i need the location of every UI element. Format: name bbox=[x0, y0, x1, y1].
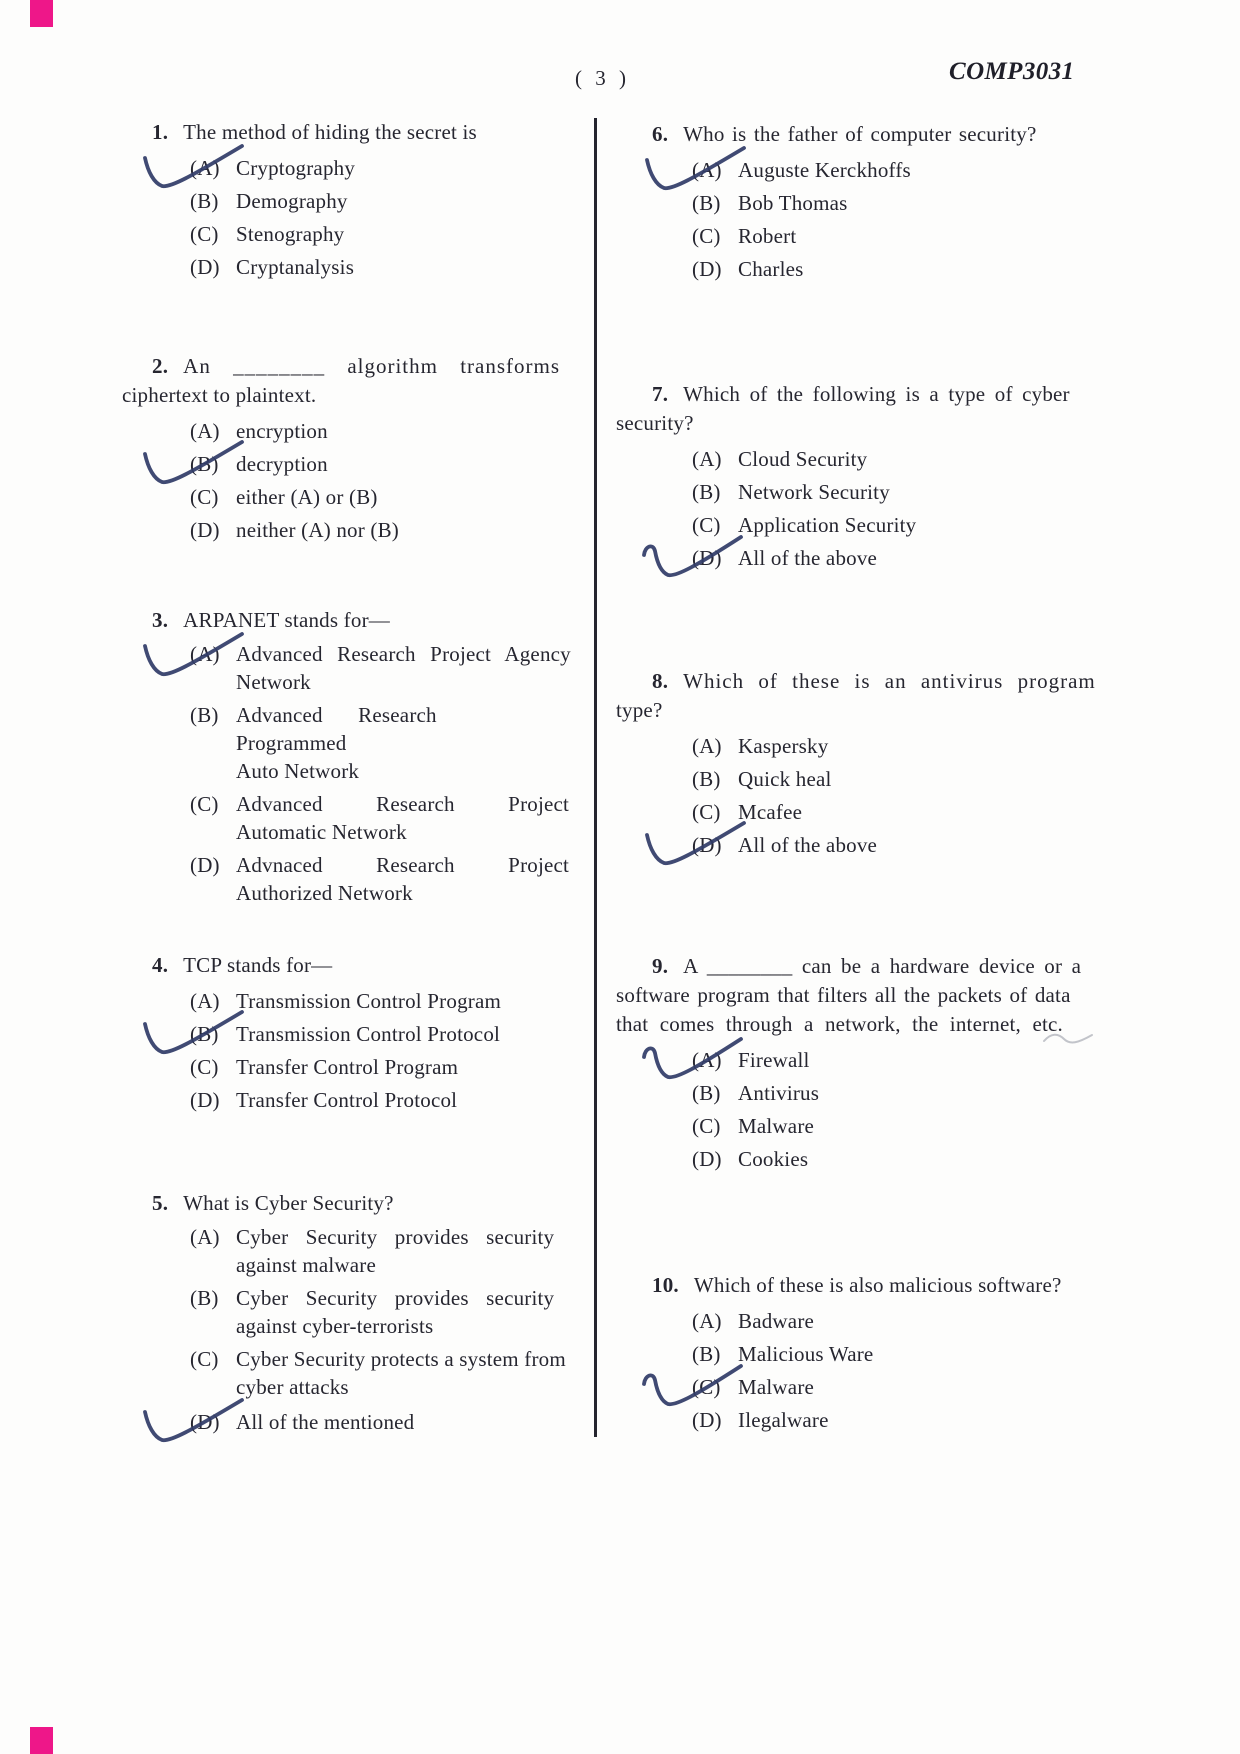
option-row bbox=[616, 542, 1118, 575]
question-stem bbox=[616, 1271, 1118, 1300]
option-letter: (A) bbox=[692, 158, 722, 182]
option-letter: (C) bbox=[190, 485, 219, 509]
option-letter: (C) bbox=[190, 1055, 219, 1079]
option-text: either (A) or (B) bbox=[236, 485, 378, 509]
page-number-label: ( 3 ) bbox=[575, 66, 630, 90]
option-letter: (B) bbox=[692, 767, 721, 791]
option-row bbox=[616, 829, 1118, 862]
question-stem bbox=[122, 352, 574, 410]
question-number: 2. bbox=[152, 354, 169, 378]
question-block-8 bbox=[616, 667, 1118, 862]
option-letter: (C) bbox=[692, 1375, 721, 1399]
question-stem-line: ARPANET stands for— bbox=[183, 608, 390, 632]
question-stem bbox=[616, 667, 1118, 725]
option-text: decryption bbox=[236, 452, 328, 476]
option-text: Charles bbox=[738, 257, 804, 281]
option-letter: (A) bbox=[692, 447, 722, 471]
question-stem bbox=[122, 118, 574, 147]
option-row bbox=[122, 251, 574, 284]
question-stem-line: TCP stands for— bbox=[183, 953, 333, 977]
pen-squiggle-mark bbox=[1042, 1030, 1094, 1046]
question-stem bbox=[616, 380, 1118, 438]
option-row bbox=[122, 701, 574, 785]
option-letter: (B) bbox=[692, 191, 721, 215]
option-text: Cyber Security provides security bbox=[236, 1225, 555, 1249]
question-stem-line: What is Cyber Security? bbox=[183, 1191, 394, 1215]
option-text: Cyber Security protects a system from bbox=[236, 1347, 566, 1371]
option-letter: (D) bbox=[190, 518, 220, 542]
scan-artifact-bottom bbox=[30, 1727, 53, 1754]
option-row bbox=[122, 1051, 574, 1084]
option-text: Advanced Research Project Agency bbox=[236, 642, 571, 666]
option-letter: (D) bbox=[692, 833, 722, 857]
option-row bbox=[122, 448, 574, 481]
option-text: All of the above bbox=[738, 833, 878, 857]
option-row bbox=[122, 152, 574, 185]
option-row bbox=[122, 851, 574, 907]
option-row bbox=[122, 481, 574, 514]
question-block-5 bbox=[122, 1189, 574, 1439]
option-text: against malware bbox=[236, 1253, 377, 1277]
option-text: Cyber Security provides security bbox=[236, 1286, 555, 1310]
option-text: Quick heal bbox=[738, 767, 832, 791]
question-stem bbox=[122, 951, 574, 980]
question-block-3 bbox=[122, 606, 574, 912]
option-text: Advanced Research Project bbox=[236, 792, 570, 816]
option-letter: (A) bbox=[190, 156, 220, 180]
option-letter: (A) bbox=[190, 642, 220, 666]
option-text: Kaspersky bbox=[738, 734, 829, 758]
option-text: Cloud Security bbox=[738, 447, 868, 471]
option-letter: (D) bbox=[692, 546, 722, 570]
option-row bbox=[616, 1404, 1118, 1437]
option-text: Demography bbox=[236, 189, 348, 213]
option-letter: (D) bbox=[692, 257, 722, 281]
question-stem bbox=[616, 952, 1118, 1039]
question-block-10 bbox=[616, 1271, 1118, 1437]
option-row bbox=[122, 185, 574, 218]
option-text: Mcafee bbox=[738, 800, 803, 824]
option-letter: (C) bbox=[190, 222, 219, 246]
option-row bbox=[122, 640, 574, 696]
option-row bbox=[122, 415, 574, 448]
option-row bbox=[122, 1406, 574, 1439]
option-row bbox=[616, 1077, 1118, 1110]
question-stem-line: A ________ can be a hardware device or a bbox=[683, 954, 1082, 978]
option-row bbox=[616, 253, 1118, 286]
question-block-2 bbox=[122, 352, 574, 547]
option-row bbox=[122, 1345, 574, 1401]
question-stem-line: Who is the father of computer security? bbox=[683, 122, 1037, 146]
option-text: Transfer Control Program bbox=[236, 1055, 459, 1079]
question-stem-line: ciphertext to plaintext. bbox=[122, 383, 317, 407]
option-letter: (A) bbox=[692, 1048, 722, 1072]
question-stem-line: software program that filters all the packets of data bbox=[616, 983, 1071, 1007]
question-stem-line: An ________ algorithm transforms bbox=[183, 354, 561, 378]
question-number: 7. bbox=[652, 382, 669, 406]
option-text: Authorized Network bbox=[236, 881, 413, 905]
option-letter: (C) bbox=[692, 800, 721, 824]
option-row bbox=[616, 730, 1118, 763]
option-row bbox=[616, 220, 1118, 253]
option-text: Transmission Control Program bbox=[236, 989, 502, 1013]
option-letter: (B) bbox=[190, 452, 219, 476]
question-block-7 bbox=[616, 380, 1118, 575]
question-stem bbox=[122, 1189, 574, 1218]
option-text: Auguste Kerckhoffs bbox=[738, 158, 911, 182]
option-text: Auto Network bbox=[236, 759, 360, 783]
option-letter: (A) bbox=[190, 1225, 220, 1249]
option-text: Stenography bbox=[236, 222, 345, 246]
option-text: Advnaced Research Project bbox=[236, 853, 570, 877]
option-text: Robert bbox=[738, 224, 797, 248]
option-row bbox=[616, 509, 1118, 542]
option-letter: (B) bbox=[692, 1342, 721, 1366]
option-row bbox=[616, 1143, 1118, 1176]
option-row bbox=[616, 1305, 1118, 1338]
question-stem-line: type? bbox=[616, 698, 663, 722]
option-row bbox=[122, 1223, 574, 1279]
option-text: Application Security bbox=[738, 513, 917, 537]
option-row bbox=[616, 476, 1118, 509]
option-text: Malware bbox=[738, 1375, 815, 1399]
option-letter: (B) bbox=[692, 480, 721, 504]
option-letter: (D) bbox=[190, 1088, 220, 1112]
question-block-6 bbox=[616, 120, 1118, 286]
option-letter: (A) bbox=[692, 1309, 722, 1333]
option-letter: (C) bbox=[190, 1347, 219, 1371]
question-number: 6. bbox=[652, 122, 669, 146]
option-letter: (D) bbox=[190, 853, 220, 877]
question-number: 5. bbox=[152, 1191, 169, 1215]
option-text: Malware bbox=[738, 1114, 815, 1138]
question-number: 4. bbox=[152, 953, 169, 977]
option-text: neither (A) nor (B) bbox=[236, 518, 399, 542]
option-text: Cryptanalysis bbox=[236, 255, 355, 279]
option-text: Ilegalware bbox=[738, 1408, 829, 1432]
option-row bbox=[122, 1018, 574, 1051]
option-row bbox=[616, 1044, 1118, 1077]
option-letter: (D) bbox=[692, 1147, 722, 1171]
option-row bbox=[616, 443, 1118, 476]
option-letter: (B) bbox=[190, 189, 219, 213]
option-letter: (C) bbox=[190, 792, 219, 816]
option-text: Antivirus bbox=[738, 1081, 820, 1105]
scan-artifact-top bbox=[30, 0, 53, 27]
question-stem-line: Which of the following is a type of cyber bbox=[683, 382, 1070, 406]
question-stem bbox=[122, 606, 574, 635]
question-number: 1. bbox=[152, 120, 169, 144]
option-text: against cyber-terrorists bbox=[236, 1314, 434, 1338]
option-row bbox=[122, 218, 574, 251]
option-text: Bob Thomas bbox=[738, 191, 848, 215]
option-letter: (A) bbox=[190, 989, 220, 1013]
option-letter: (A) bbox=[692, 734, 722, 758]
option-row bbox=[616, 796, 1118, 829]
option-row bbox=[122, 1084, 574, 1117]
option-row bbox=[616, 187, 1118, 220]
question-stem bbox=[616, 120, 1118, 149]
question-stem-line: The method of hiding the secret is bbox=[183, 120, 477, 144]
option-text: Malicious Ware bbox=[738, 1342, 874, 1366]
option-row bbox=[616, 1338, 1118, 1371]
option-row bbox=[616, 763, 1118, 796]
option-letter: (C) bbox=[692, 1114, 721, 1138]
option-letter: (C) bbox=[692, 224, 721, 248]
option-letter: (D) bbox=[190, 1410, 220, 1434]
question-block-1 bbox=[122, 118, 574, 284]
option-row bbox=[616, 1371, 1118, 1404]
question-stem-line: security? bbox=[616, 411, 694, 435]
option-text: Cryptography bbox=[236, 156, 356, 180]
option-text: Network bbox=[236, 670, 311, 694]
option-text: Advanced Research Programmed bbox=[236, 703, 437, 755]
option-text: Network Security bbox=[738, 480, 890, 504]
question-stem-line: that comes through a network, the internet, etc. bbox=[616, 1012, 1063, 1036]
option-text: All of the above bbox=[738, 546, 878, 570]
option-text: Transmission Control Protocol bbox=[236, 1022, 501, 1046]
option-row bbox=[616, 154, 1118, 187]
question-block-9 bbox=[616, 952, 1118, 1176]
option-letter: (D) bbox=[190, 255, 220, 279]
option-row bbox=[122, 514, 574, 547]
question-stem-line: Which of these is also malicious software? bbox=[693, 1273, 1062, 1297]
option-text: Automatic Network bbox=[236, 820, 407, 844]
option-row bbox=[122, 985, 574, 1018]
question-block-4 bbox=[122, 951, 574, 1117]
course-code-label: COMP3031 bbox=[949, 58, 1075, 85]
option-letter: (B) bbox=[190, 703, 219, 727]
question-number: 8. bbox=[652, 669, 669, 693]
question-stem-line: Which of these is an antivirus program bbox=[683, 669, 1096, 693]
question-number: 9. bbox=[652, 954, 669, 978]
option-text: All of the mentioned bbox=[236, 1410, 415, 1434]
question-number: 3. bbox=[152, 608, 169, 632]
option-text: Badware bbox=[738, 1309, 815, 1333]
option-text: Firewall bbox=[738, 1048, 810, 1072]
option-row bbox=[616, 1110, 1118, 1143]
option-text: Cookies bbox=[738, 1147, 809, 1171]
question-number: 10. bbox=[652, 1273, 679, 1297]
option-letter: (A) bbox=[190, 419, 220, 443]
option-letter: (C) bbox=[692, 513, 721, 537]
option-letter: (B) bbox=[190, 1022, 219, 1046]
option-text: encryption bbox=[236, 419, 328, 443]
option-row bbox=[122, 790, 574, 846]
option-letter: (B) bbox=[692, 1081, 721, 1105]
option-letter: (B) bbox=[190, 1286, 219, 1310]
option-letter: (D) bbox=[692, 1408, 722, 1432]
option-text: Transfer Control Protocol bbox=[236, 1088, 458, 1112]
option-text: cyber attacks bbox=[236, 1375, 349, 1399]
column-divider bbox=[594, 118, 597, 1437]
option-row bbox=[122, 1284, 574, 1340]
